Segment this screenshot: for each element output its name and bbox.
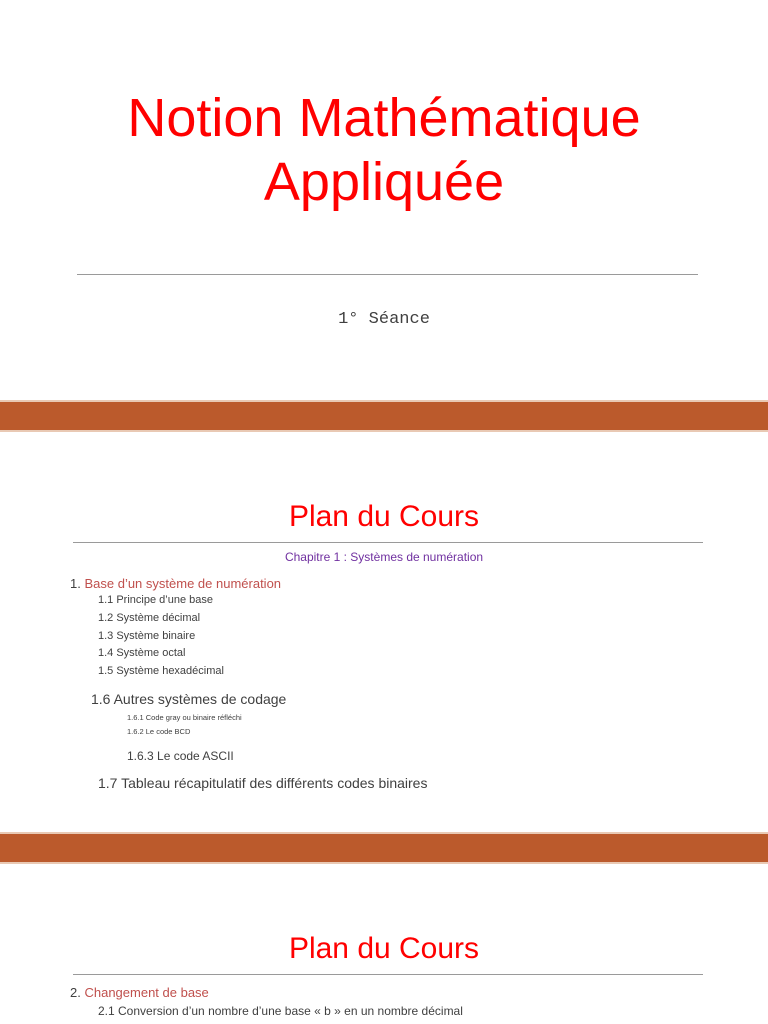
section-1-heading (70, 576, 281, 591)
item-1-6: 1.6 Autres systèmes de codage (91, 691, 287, 707)
slide-separator (0, 832, 768, 864)
item-1-6-1: 1.6.1 Code gray ou binaire réfléchi (127, 713, 242, 722)
slide-title (0, 0, 768, 400)
plan-title: Plan du Cours (288, 932, 480, 965)
presentation-subtitle: 1° Séance (338, 310, 430, 329)
slide-separator (0, 400, 768, 432)
plan-title: Plan du Cours (288, 500, 480, 533)
chapter-heading: Chapitre 1 : Systèmes de numération (284, 550, 484, 564)
plan-divider (73, 974, 703, 975)
list-item: 1.4 Système octal (98, 647, 186, 659)
item-2-1: 2.1 Conversion d’un nombre d’une base « b » en un nombre décimal (98, 1004, 463, 1018)
plan-divider (73, 542, 703, 543)
section-1-number: 1. (70, 576, 81, 591)
presentation-title-line1: Notion Mathématique (127, 88, 641, 148)
title-divider (77, 274, 698, 275)
section-2-heading (70, 985, 209, 1000)
list-item: 1.2 Système décimal (98, 612, 201, 624)
slide-plan-1 (0, 432, 768, 832)
section-1-label: Base d’un système de numération (84, 576, 282, 591)
list-item: 1.5 Système hexadécimal (98, 665, 224, 677)
presentation-title-line2: Appliquée (263, 152, 505, 212)
section-2-number: 2. (70, 985, 81, 1000)
item-1-6-3: 1.6.3 Le code ASCII (127, 749, 234, 763)
list-item: 1.1 Principe d’une base (98, 594, 213, 606)
item-1-7: 1.7 Tableau récapitulatif des différents codes binaires (98, 775, 428, 791)
slide-plan-2 (0, 864, 768, 1024)
list-item: 1.3 Système binaire (98, 630, 196, 642)
item-1-6-2: 1.6.2 Le code BCD (127, 727, 191, 736)
section-2-label: Changement de base (84, 985, 209, 1000)
